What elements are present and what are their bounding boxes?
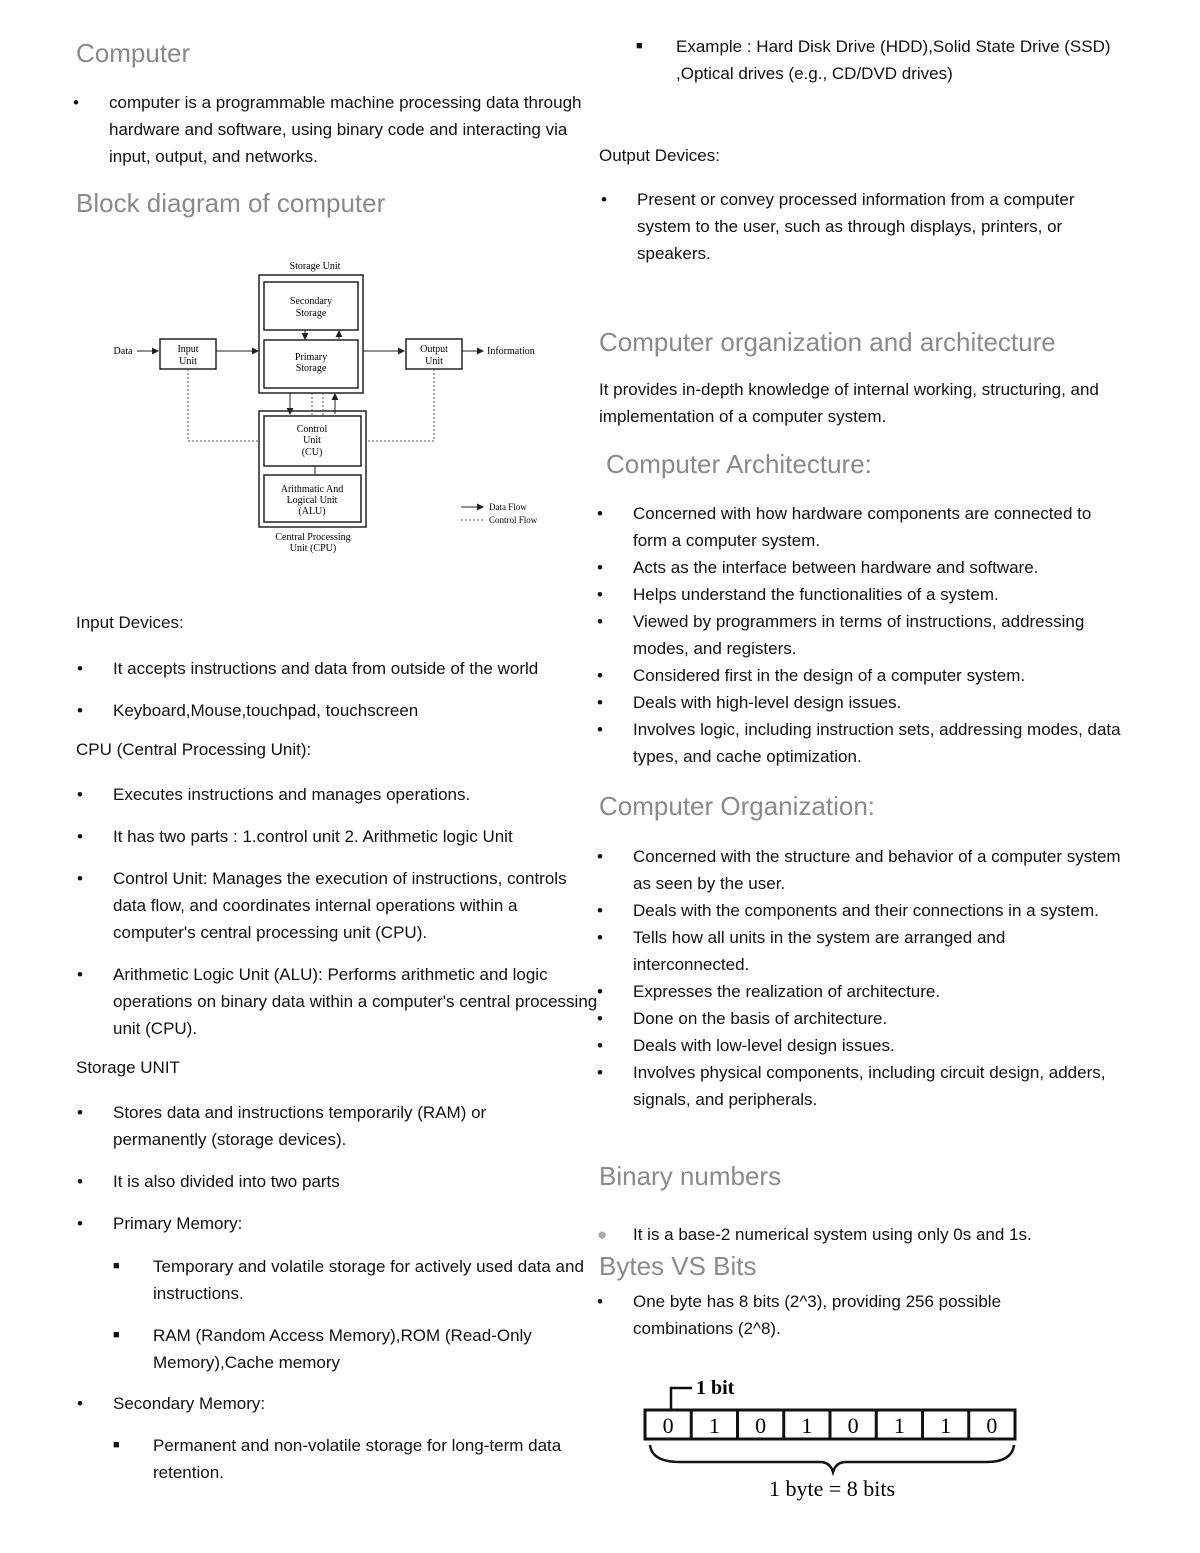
list-item: • One byte has 8 bits (2^3), providing 256 possible combinations (2^8). — [597, 1292, 1002, 1338]
list-item: • It is also divided into two parts — [77, 1172, 340, 1191]
one-bit-label: 1 bit — [696, 1377, 735, 1399]
binary-list — [597, 1221, 1123, 1248]
list-item: • It accepts instructions and data from outside of the world — [77, 659, 539, 678]
svg-text:Unit: Unit — [179, 356, 197, 367]
bit-cell: 0 — [986, 1413, 998, 1438]
svg-text:Primary: Primary — [294, 352, 328, 363]
list-item: • Done on the basis of architecture. — [597, 1009, 888, 1028]
list-item: • Concerned with how hardware components are connected to form a computer system. — [597, 504, 1092, 550]
list-item: ■ RAM (Random Access Memory),ROM (Read-Only Memory),Cache memory — [113, 1326, 532, 1372]
bytes-list — [597, 1288, 1053, 1342]
storage-unit-box — [259, 275, 363, 393]
list-item: • Deals with low-level design issues. — [597, 1036, 895, 1055]
list-item: • Tells how all units in the system are arranged and interconnected. — [597, 928, 1006, 974]
list-item: • Primary Memory: — [77, 1214, 243, 1233]
bit-cell: 0 — [755, 1413, 767, 1438]
list-item: • Control Unit: Manages the execution of instructions, controls data flow, and coordinates internal operations within a computer's central processing unit (CPU). — [77, 869, 567, 942]
svg-text:Logical Unit: Logical Unit — [286, 495, 338, 506]
svg-text:Data Flow: Data Flow — [489, 502, 527, 512]
list-item: • computer is a programmable machine processing data through hardware and software, using binary code and interacting via input, output, and networks. — [73, 93, 582, 166]
list-item: • Acts as the interface between hardware and software. — [597, 558, 1039, 577]
heading-coa: Computer organization and architecture — [599, 327, 1056, 357]
svg-text:Secondary: Secondary — [289, 296, 333, 307]
svg-text:Arithmatic And: Arithmatic And — [280, 484, 344, 495]
byte-caption: 1 byte = 8 bits — [768, 1476, 896, 1501]
byte-bits-figure — [640, 1370, 1030, 1505]
example-list — [636, 33, 1126, 87]
bit-cell: 1 — [708, 1413, 720, 1438]
heading-block-diagram: Block diagram of computer — [76, 188, 386, 218]
list-item: • Involves physical components, including circuit design, adders, signals, and peripherals. — [597, 1063, 1106, 1109]
bit-cell: 1 — [893, 1413, 905, 1438]
svg-text:Data: Data — [113, 346, 133, 357]
list-item: • Viewed by programmers in terms of instructions, addressing modes, and registers. — [597, 612, 1085, 658]
list-item: • Deals with high-level design issues. — [597, 693, 902, 712]
organization-list — [597, 843, 1123, 1113]
heading-architecture: Computer Architecture: — [606, 449, 872, 479]
svg-text:Storage: Storage — [295, 363, 327, 374]
list-item: ■ Example : Hard Disk Drive (HDD),Solid State Drive (SSD) ,Optical drives (e.g., CD/DVD drives) — [636, 37, 1111, 83]
list-item: • Secondary Memory: — [77, 1394, 266, 1413]
secondary-memory-sublist — [113, 1432, 573, 1486]
list-item: • Considered first in the design of a computer system. — [597, 666, 1026, 685]
heading-binary: Binary numbers — [599, 1161, 782, 1191]
list-item: ■ Temporary and volatile storage for actively used data and instructions. — [113, 1257, 584, 1303]
cpu-list — [77, 781, 598, 1042]
list-item: • Arithmetic Logic Unit (ALU): Performs arithmetic and logic operations on binary data within a computer's central processing unit (CPU). — [77, 965, 598, 1038]
list-item: • Involves logic, including instruction sets, addressing modes, data types, and cache optimization. — [597, 720, 1121, 766]
output-devices-label: Output Devices: — [599, 146, 720, 165]
list-item: • Stores data and instructions temporarily (RAM) or permanently (storage devices). — [77, 1103, 487, 1149]
svg-text:Information: Information — [487, 346, 535, 357]
svg-text:Control Flow: Control Flow — [489, 515, 538, 525]
storage-unit-label: Storage UNIT — [76, 1058, 180, 1077]
svg-text:(CU): (CU) — [301, 447, 323, 458]
one-bit-pointer — [671, 1388, 692, 1410]
list-item: • Present or convey processed information from a computer system to the user, such as through displays, printers, or speakers. — [601, 190, 1075, 263]
list-item: • Helps understand the functionalities of a system. — [597, 585, 999, 604]
heading-bytes-bits: Bytes VS Bits — [599, 1251, 757, 1281]
bit-cell: 0 — [847, 1413, 859, 1438]
list-item: • Concerned with the structure and behavior of a computer system as seen by the user. — [597, 847, 1121, 893]
coa-paragraph: It provides in-depth knowledge of internal working, structuring, and implementation of a computer system. — [599, 380, 1099, 426]
architecture-list — [597, 500, 1128, 770]
output-devices-list — [601, 186, 1112, 267]
byte-brace — [650, 1445, 1014, 1472]
svg-text:Central Processing: Central Processing — [275, 532, 351, 543]
heading-organization: Computer Organization: — [599, 791, 876, 821]
block-diagram — [105, 255, 565, 565]
bit-cell: 1 — [940, 1413, 952, 1438]
secondary-memory-list — [77, 1390, 553, 1417]
bit-cell: 0 — [662, 1413, 674, 1438]
diagram-storage-unit-label: Storage Unit — [289, 261, 341, 272]
cpu-label: CPU (Central Processing Unit): — [76, 740, 312, 759]
input-devices-list — [77, 655, 603, 724]
svg-text:(ALU): (ALU) — [298, 506, 326, 517]
svg-text:Unit: Unit — [425, 356, 443, 367]
svg-text:Control: Control — [296, 424, 328, 435]
input-devices-label: Input Devices: — [76, 613, 184, 632]
svg-text:Input: Input — [177, 344, 199, 355]
heading-computer: Computer — [76, 38, 191, 68]
svg-text:Storage: Storage — [295, 308, 327, 319]
list-item: • It has two parts : 1.control unit 2. Arithmetic logic Unit — [77, 827, 513, 846]
list-item: ● It is a base-2 numerical system using only 0s and 1s. — [597, 1225, 1032, 1244]
svg-text:Output: Output — [420, 344, 448, 355]
svg-text:Unit: Unit — [303, 435, 321, 446]
list-item: • Executes instructions and manages operations. — [77, 785, 471, 804]
computer-def-list — [73, 89, 589, 170]
bit-cell: 1 — [801, 1413, 813, 1438]
primary-memory-sublist — [113, 1253, 593, 1376]
storage-list — [77, 1099, 553, 1237]
svg-text:Unit (CPU): Unit (CPU) — [289, 543, 337, 554]
list-item: • Expresses the realization of architecture. — [597, 982, 941, 1001]
list-item: • Keyboard,Mouse,touchpad, touchscreen — [77, 701, 419, 720]
list-item: ■ Permanent and non-volatile storage for long-term data retention. — [113, 1436, 562, 1482]
list-item: • Deals with the components and their connections in a system. — [597, 901, 1099, 920]
